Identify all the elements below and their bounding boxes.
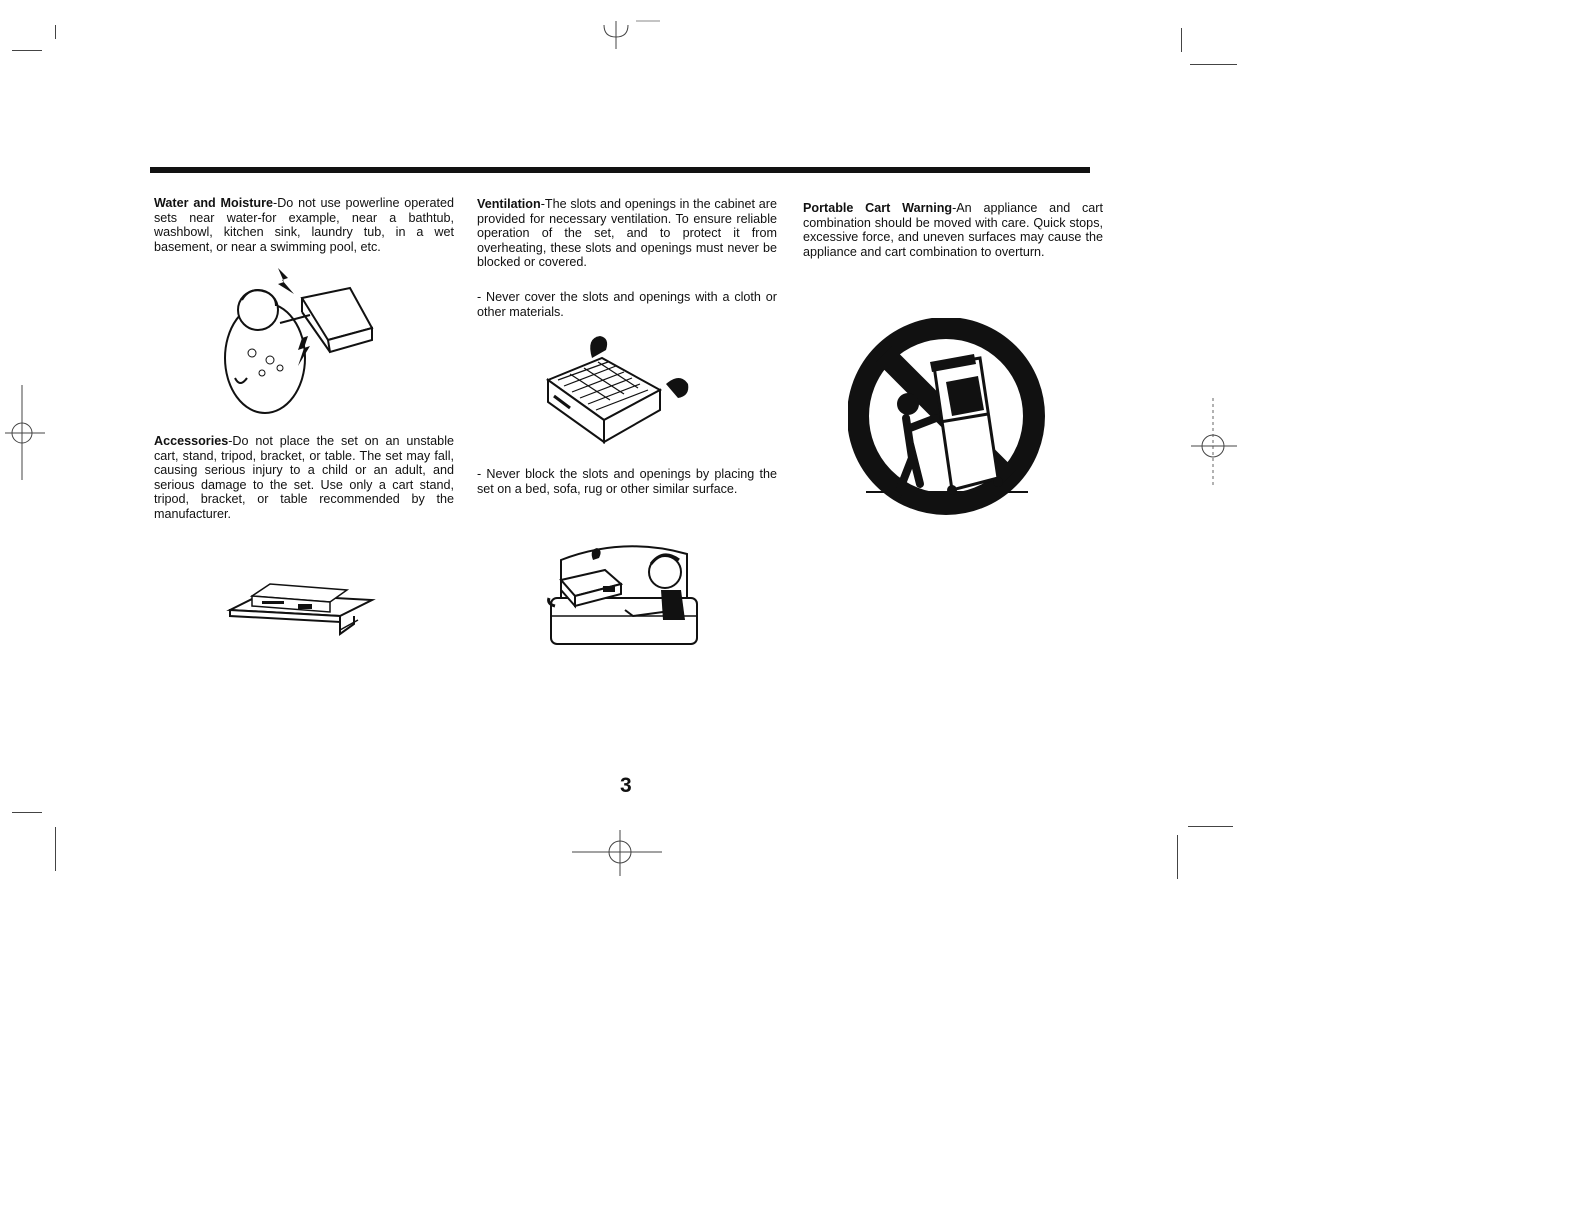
device-on-bracket-shelf-illustration [222,572,377,637]
device-covered-with-cloth-illustration [540,330,700,450]
cart-body: -An appliance and cart combination should be moved with care. Quick stops, excessive force, and uneven surfaces may cause the appliance and cart combination to overturn. [803,201,1103,259]
ventilation-section [477,197,777,270]
accessories-body: -Do not place the set on an unstable cart, stand, tripod, bracket, or table. The set may fall, causing serious injury to a child or an adult, and serious damage to the set. Use only a cart stand, tripod, bracket, or table recommended by the manufacturer. [154,434,454,521]
device-on-sofa-with-child-illustration [543,540,703,650]
ventilation-note-cloth [477,290,777,319]
page-number: 3 [620,774,632,797]
top-rule [150,167,1090,173]
registration-mark-icon [588,15,668,55]
ventilation-body: -The slots and openings in the cabinet are provided for necessary ventilation. To ensure reliable operation of the set, and to protect it from overheating, these slots and openings must never be blocked or covered. [477,197,777,270]
water-section [154,196,454,254]
water-body: -Do not use powerline operated sets near water-for example, near a bathtub, washbowl, kitchen sink, laundry tub, in a wet basement, or near a swimming pool, etc. [154,196,454,254]
crop-mark [55,25,56,39]
crop-mark [1188,826,1233,827]
ventilation-note1-text: - Never cover the slots and openings with a cloth or other materials. [477,290,777,319]
registration-mark-icon [568,828,668,878]
crop-mark [55,827,56,871]
crop-mark [12,812,42,813]
crop-mark [12,50,42,51]
accessories-title: Accessories [154,434,229,448]
registration-mark-icon [0,385,50,485]
cart-section [803,201,1103,259]
ventilation-note2-text: - Never block the slots and openings by placing the set on a bed, sofa, rug or other similar surface. [477,467,777,496]
ventilation-note-bed [477,467,777,496]
ventilation-title: Ventilation [477,197,541,211]
cart-title: Portable Cart Warning [803,201,953,215]
crop-mark [1177,835,1178,879]
registration-mark-icon [1185,398,1245,493]
child-touching-device-in-bath-illustration [210,268,390,418]
crop-mark [1181,28,1182,52]
crop-mark [1190,64,1237,65]
no-cart-tipping-icon [848,318,1048,518]
water-title: Water and Moisture [154,196,274,210]
accessories-section [154,434,454,522]
